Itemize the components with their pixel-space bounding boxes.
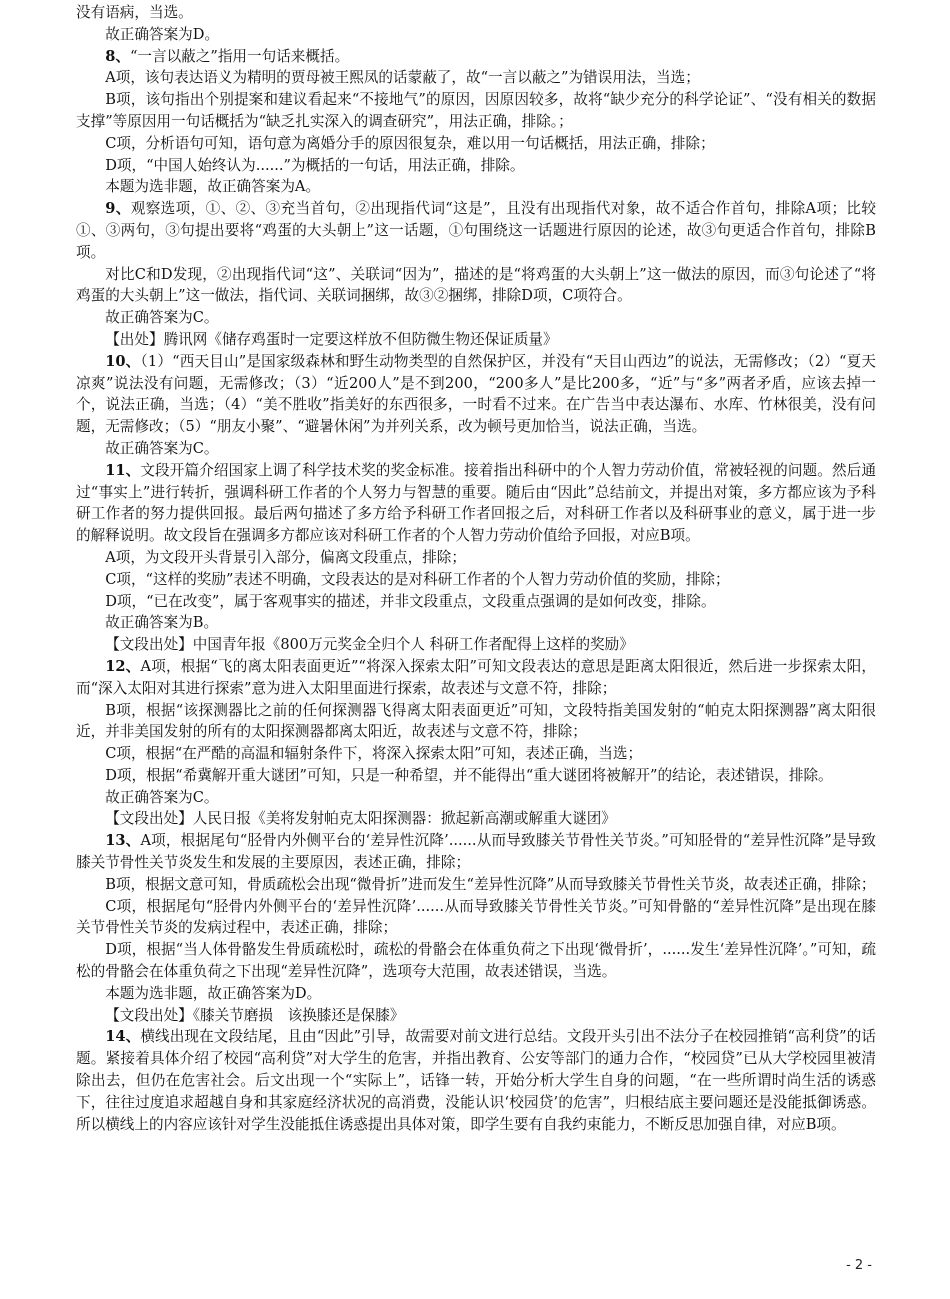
explanation-paragraph — [76, 176, 876, 198]
question-number: 12、 — [105, 657, 141, 675]
paragraph-text: 故正确答案为C。 — [105, 309, 219, 327]
explanation-paragraph — [76, 591, 876, 613]
paragraph-text: A项，为文段开头背景引入部分，偏离文段重点，排除； — [105, 548, 466, 566]
question-number: 13、 — [105, 832, 141, 850]
paragraph-text: B项，该句指出个别提案和建议看起来“不接地气”的原因，因原因较多，故将“缺少充分的科学论证”、“没有相关的数据支撑”等原因用一句话概括为“缺乏扎实深入的调查研究”，用法正确，排除。； — [76, 91, 876, 130]
explanation-paragraph — [76, 743, 876, 765]
question-paragraph — [76, 460, 876, 547]
paragraph-text: 横线出现在文段结尾，且由“因此”引导，故需要对前文进行总结。文段开头引出不法分子在校园推销“高利贷”的话题。紧接着具体介绍了校园“高利贷”对大学生的危害，并指出教育、公安等部门的通力合作，“校园贷”已从大学校园里被清除出去，但仍在危害社会。后文出现一个“实际上”，话锋一转，开始分析大学生自身的问题，“在一些所谓时尚生活的诱惑下，往往过度追求超越自身和其家庭经济状况的高消费，没能认识‘校园贷’的危害”，归根结底主要问题还是没能抵御诱惑。所以横线上的内容应该针对学生没能抵住诱惑提出具体对策，即学生要有自我约束能力，不断反思加强自律，对应B项。 — [76, 1028, 876, 1133]
paragraph-text: C项，根据尾句“胫骨内外侧平台的‘差异性沉降’......从而导致膝关节骨性关节炎。”可知骨骼的“差异性沉降”是出现在膝关节骨性关节炎的发病过程中，表述正确，排除； — [76, 897, 876, 937]
paragraph-text: 故正确答案为C。 — [105, 439, 219, 457]
explanation-paragraph — [76, 547, 876, 569]
answer-explanations — [76, 2, 876, 1135]
explanation-paragraph — [76, 264, 876, 308]
paragraph-text: 本题为选非题，故正确答案为D。 — [105, 984, 322, 1002]
question-number: 10、 — [105, 352, 141, 370]
explanation-paragraph — [76, 307, 876, 329]
paragraph-text: C项，分析语句可知，语句意为离婚分手的原因很复杂，难以用一句话概括，用法正确，排除； — [105, 134, 715, 152]
paragraph-text: 文段开篇介绍国家上调了科学技术奖的奖金标准。接着指出科研中的个人智力劳动价值，常被轻视的问题。然后通过“事实上”进行转折，强调科研工作者的个人努力与智慧的重要。随后由“因此”总结前文，并提出对策，多方都应该为予科研工作者的努力提供回报。最后两句描述了多方给予科研工作者回报之后，对科研工作者以及科研事业的意义，属于进一步的解释说明。故文段旨在强调多方都应该对科研工作者的个人智力劳动价值给予回报，对应B项。 — [76, 461, 876, 545]
explanation-paragraph — [76, 569, 876, 591]
paragraph-text: D项，“已在改变”，属于客观事实的描述，并非文段重点，文段重点强调的是如何改变，排除。 — [105, 592, 716, 610]
explanation-paragraph — [76, 24, 876, 46]
explanation-paragraph — [76, 765, 876, 787]
paragraph-text: 【文段出处】《膝关节磨损 该换膝还是保膝》 — [105, 1006, 405, 1024]
question-paragraph — [76, 1026, 876, 1135]
explanation-paragraph — [76, 896, 876, 940]
explanation-paragraph — [76, 1005, 876, 1027]
question-number: 11、 — [105, 461, 141, 479]
question-paragraph — [76, 351, 876, 438]
explanation-paragraph — [76, 67, 876, 89]
paragraph-text: 故正确答案为C。 — [105, 788, 219, 806]
paragraph-text: D项，根据“当人体骨骼发生骨质疏松时，疏松的骨骼会在体重负荷之下出现‘微骨折’，......发生‘差异性沉降’。”可知，疏松的骨骼会在体重负荷之下出现“差异性沉降”，选项夸大范围，故表述错误，当选。 — [76, 941, 876, 981]
paragraph-text: C项，根据“在严酷的高温和辐射条件下，将深入探索太阳”可知，表述正确，当选； — [105, 745, 643, 763]
explanation-paragraph — [76, 787, 876, 809]
question-number: 14、 — [105, 1028, 141, 1046]
paragraph-text: 观察选项，①、②、③充当首句，②出现指代词“这是”，且没有出现指代对象，故不适合作首句，排除A项；比较①、③两句，③句提出要将“鸡蛋的大头朝上”这一话题，①句围绕这一话题进行原因的论述，故③句更适合作首句，排除B项。 — [76, 200, 877, 261]
explanation-paragraph — [76, 133, 876, 155]
question-paragraph — [76, 656, 876, 700]
paragraph-text: B项，根据“该探测器比之前的任何探测器飞得离太阳表面更近”可知，文段特指美国发射的“帕克太阳探测器”离太阳很近，并非美国发射的所有的太阳探测器都离太阳近，故表述与文意不符，排除； — [76, 701, 876, 741]
paragraph-text: A项，该句表达语义为精明的贾母被王熙凤的话蒙蔽了，故“一言以蔽之”为错误用法，当选； — [105, 69, 700, 87]
paragraph-text: “一言以蔽之”指用一句话来概括。 — [129, 47, 350, 65]
explanation-paragraph — [76, 939, 876, 983]
explanation-paragraph — [76, 438, 876, 460]
paragraph-text: D项，根据“希冀解开重大谜团”可知，只是一种希望，并不能得出“重大谜团将被解开”的结论，表述错误，排除。 — [105, 766, 833, 784]
question-paragraph — [76, 830, 876, 874]
paragraph-text: 故正确答案为D。 — [105, 25, 220, 43]
explanation-paragraph — [76, 874, 876, 896]
explanation-paragraph — [76, 2, 876, 24]
explanation-paragraph — [76, 634, 876, 656]
explanation-paragraph — [76, 89, 876, 133]
paragraph-text: A项，根据“飞的离太阳表面更近”“将深入探索太阳”可知文段表达的意思是距离太阳很近，然后进一步探索太阳，而“深入太阳对其进行探索”意为进入太阳里面进行探索，故表述与文意不符，排除； — [76, 657, 877, 697]
paragraph-text: A项，根据尾句“胫骨内外侧平台的‘差异性沉降’......从而导致膝关节骨性关节炎。”可知胫骨的“差异性沉降”是导致膝关节骨性关节炎发生和发展的主要原因，表述正确，排除； — [76, 832, 876, 872]
explanation-paragraph — [76, 612, 876, 634]
paragraph-text: 故正确答案为B。 — [105, 614, 219, 632]
paragraph-text: 【文段出处】人民日报《美将发射帕克太阳探测器：掀起新高潮或解重大谜团》 — [105, 810, 616, 828]
page-number: - 2 - — [846, 1258, 872, 1273]
question-number: 8、 — [105, 47, 130, 65]
explanation-paragraph — [76, 329, 876, 351]
paragraph-text: C项，“这样的奖励”表述不明确，文段表达的是对科研工作者的个人智力劳动价值的奖励，排除； — [105, 570, 730, 588]
explanation-paragraph — [76, 700, 876, 744]
explanation-paragraph — [76, 983, 876, 1005]
explanation-paragraph — [76, 155, 876, 177]
paragraph-text: D项，“中国人始终认为......”为概括的一句话，用法正确，排除。 — [105, 156, 525, 174]
explanation-paragraph — [76, 808, 876, 830]
paragraph-text: 【文段出处】中国青年报《800万元奖金全归个人 科研工作者配得上这样的奖励》 — [105, 636, 634, 654]
paragraph-text: 【出处】腾讯网《储存鸡蛋时一定要这样放不但防微生物还保证质量》 — [105, 330, 558, 348]
paragraph-text: B项，根据文意可知，骨质疏松会出现“微骨折”进而发生“差异性沉降”从而导致膝关节骨性关节炎，故表述正确，排除； — [105, 875, 876, 893]
question-paragraph — [76, 198, 876, 263]
paragraph-text: 没有语病，当选。 — [76, 4, 193, 21]
paragraph-text: 本题为选非题，故正确答案为A。 — [105, 178, 321, 196]
question-paragraph — [76, 46, 876, 68]
paragraph-text: （1）“西天目山”是国家级森林和野生动物类型的自然保护区，并没有“天目山西边”的说法，无需修改；（2）“夏天凉爽”说法没有问题，无需修改；（3）“近200人”是不到200，“200多人”是比200多，“近”与“多”两者矛盾，应该去掉一个，说法正确，当选；（4）“美不胜收”指美好的东西很多，一时看不过来。在广告当中表达瀑布、水库、竹林很美，没有问题，无需修改；（5）“朋友小聚”、“避暑休闲”为并列关系，改为顿号更加恰当，说法正确，当选。 — [76, 352, 877, 436]
question-number: 9、 — [105, 200, 131, 218]
paragraph-text: 对比C和D发现，②出现指代词“这”、关联词“因为”，描述的是“将鸡蛋的大头朝上”这一做法的原因，而③句论述了“将鸡蛋的大头朝上”这一做法，指代词、关联词捆绑，故③②捆绑，排除D项，C项符合。 — [76, 265, 876, 305]
